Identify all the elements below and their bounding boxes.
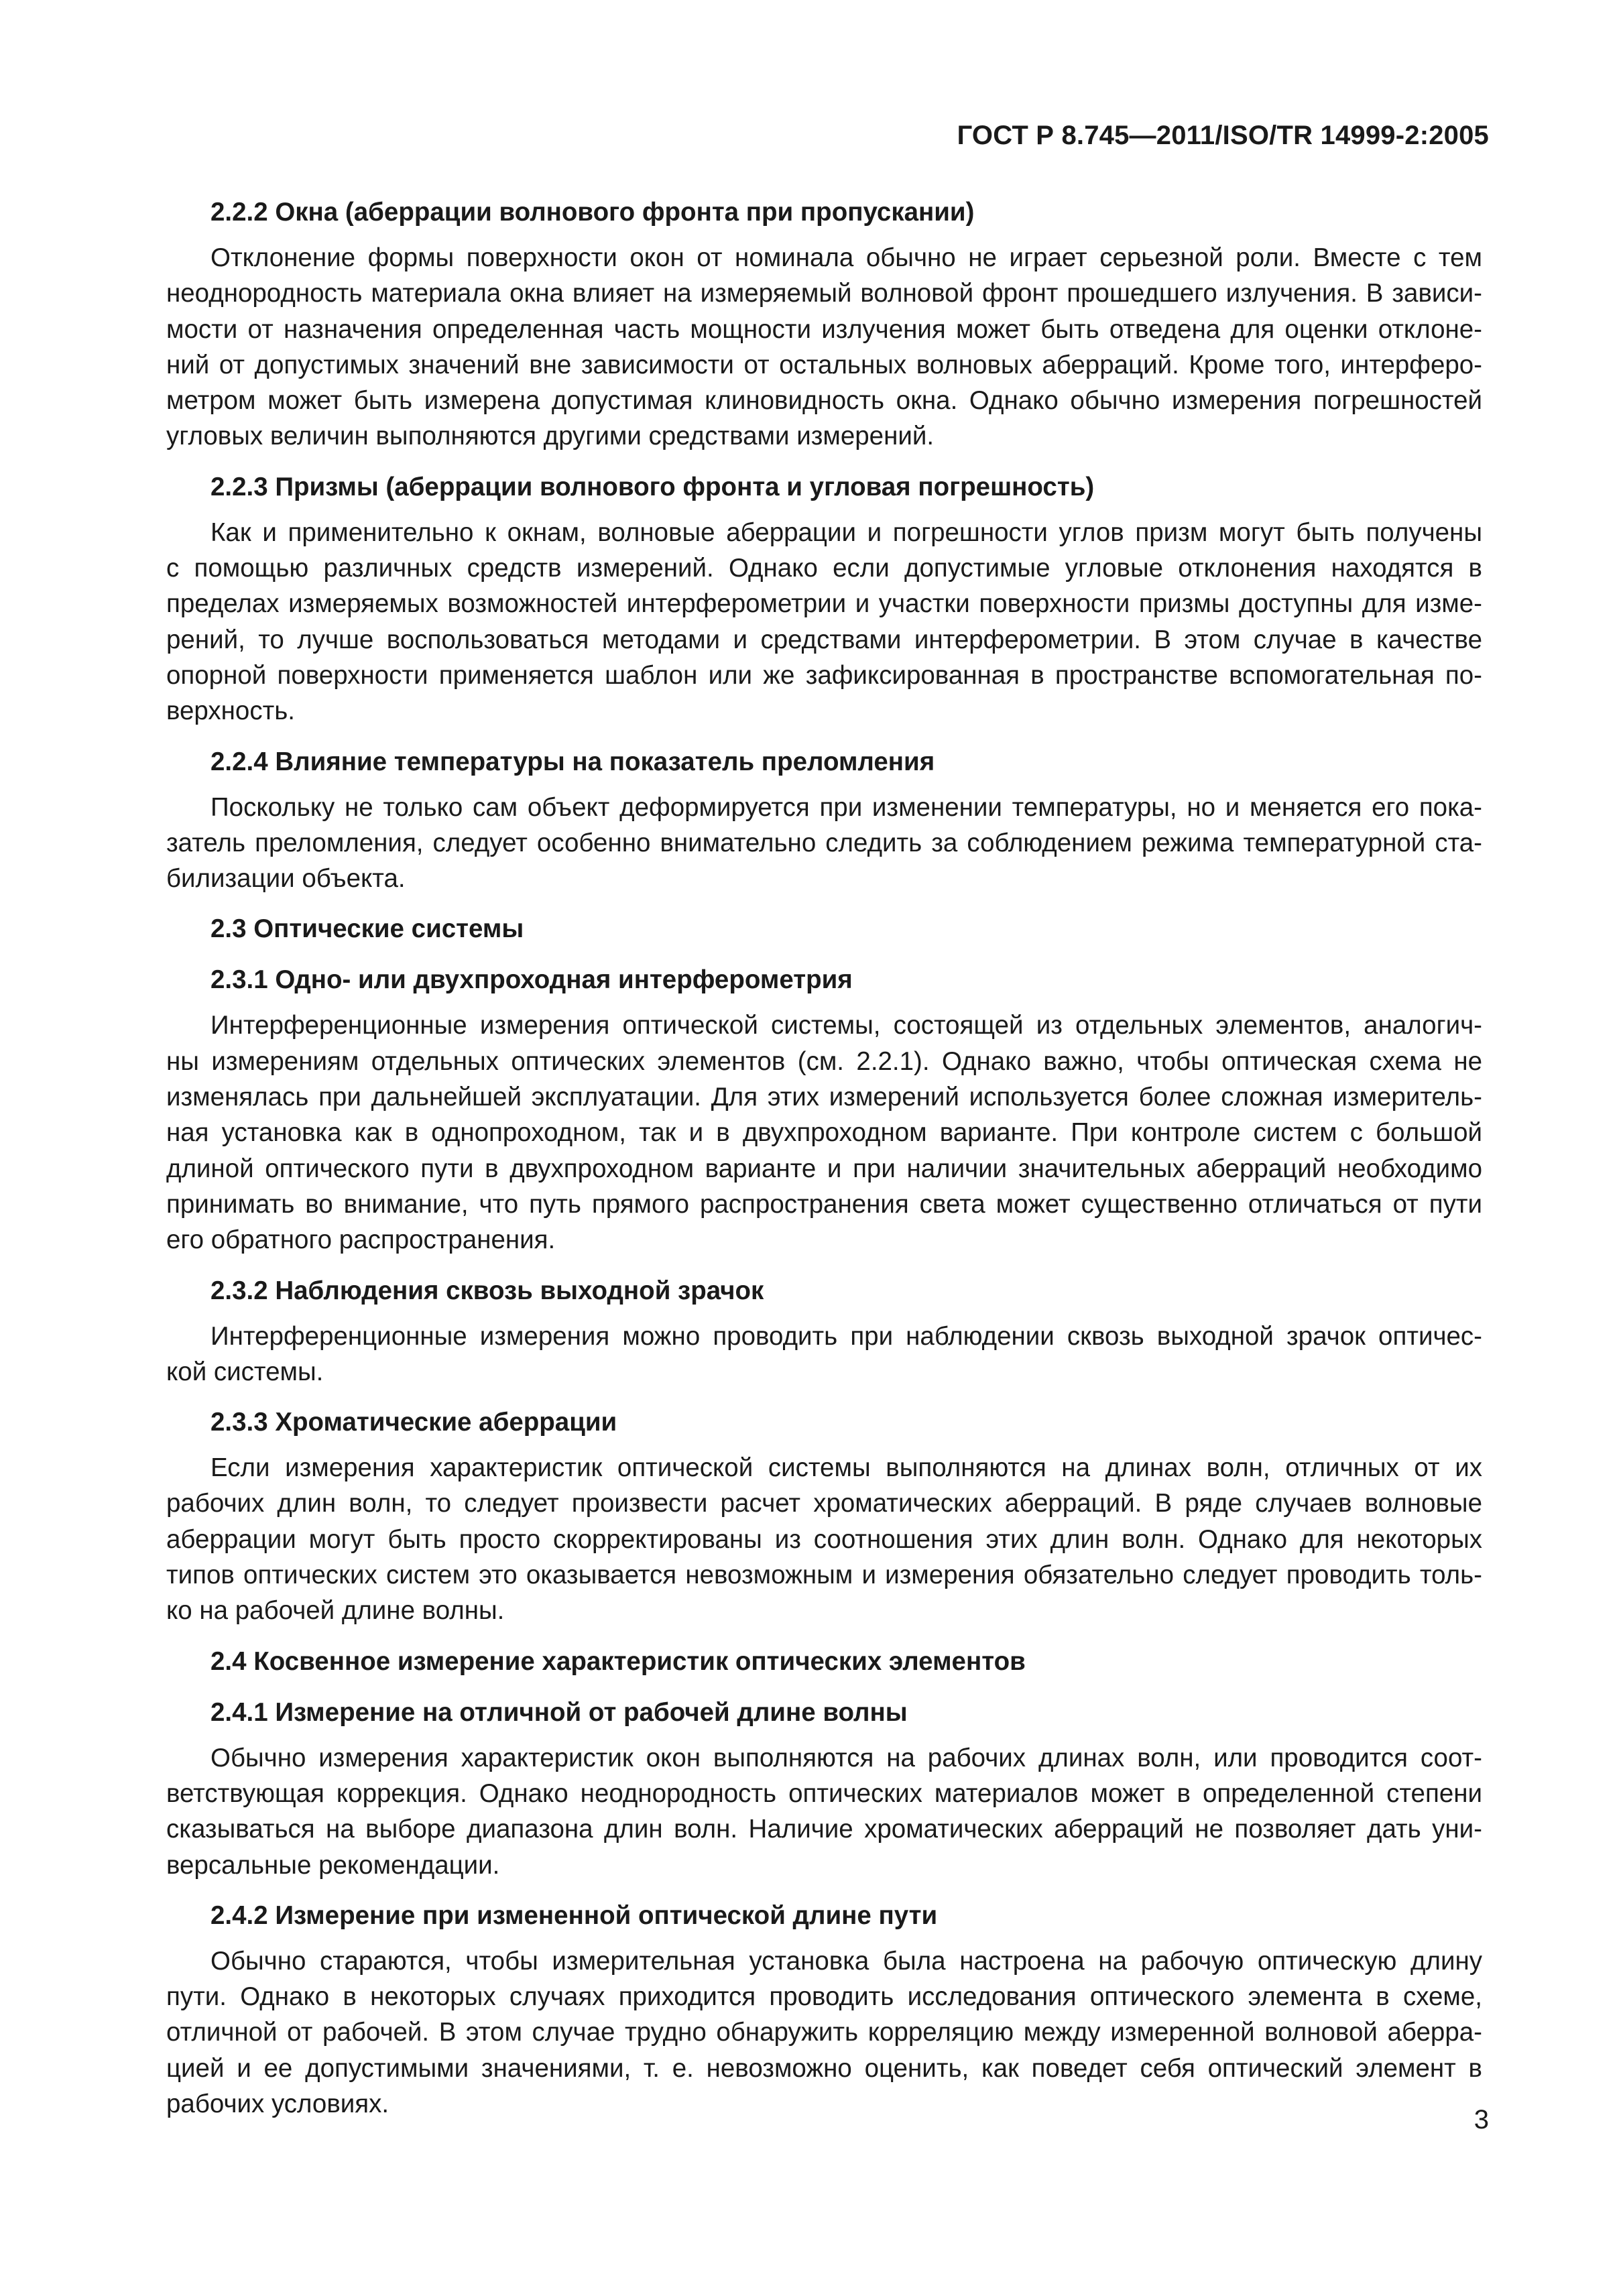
- section-2-4-1: [166, 1695, 1482, 1883]
- paragraph-line: метром может быть измерена допустимая клиновидность окна. Однако обычно измерения погрешностей: [166, 386, 1482, 416]
- paragraph-line: ко на рабочей длине волны.: [166, 1596, 505, 1626]
- paragraph-line: пределах измеряемых возможностей интерферометрии и участки поверхности призмы доступны для изме-: [166, 589, 1482, 619]
- paragraph-line: рений, то лучше воспользоваться методами и средствами интерферометрии. В этом случае в качестве: [166, 625, 1482, 654]
- section-heading: 2.2.4 Влияние температуры на показатель преломления: [211, 747, 935, 776]
- paragraph-line: ная установка как в однопроходном, так и в двухпроходном варианте. При контроле систем с большой: [166, 1118, 1482, 1148]
- section-2-3-2: [166, 1273, 1482, 1390]
- paragraph-line: аберрации могут быть просто скорректированы из соотношения этих длин волн. Однако для некоторых: [166, 1524, 1482, 1554]
- section-paragraph: [166, 790, 1482, 897]
- section-2-2-4: [166, 744, 1482, 897]
- document-header-id: ГОСТ Р 8.745—2011/ISO/TR 14999-2:2005: [957, 121, 1489, 150]
- section-paragraph: [166, 1008, 1482, 1258]
- paragraph-line: кой системы.: [166, 1357, 324, 1386]
- section-heading: 2.3.2 Наблюдения сквозь выходной зрачок: [211, 1276, 764, 1305]
- paragraph-line: Как и применительно к окнам, волновые аберрации и погрешности углов призм могут быть получены: [211, 518, 1482, 547]
- paragraph-line: версальные рекомендации.: [166, 1850, 500, 1880]
- paragraph-line: пути. Однако в некоторых случаях приходится проводить исследования оптического элемента в схеме,: [166, 1982, 1482, 2012]
- section-paragraph: [166, 240, 1482, 455]
- section-heading: 2.2.2 Окна (аберрации волнового фронта при пропускании): [211, 198, 975, 227]
- section-2-3: [166, 911, 1482, 947]
- paragraph-line: изменялась при дальнейшей эксплуатации. Для этих измерений используется более сложная измеритель-: [166, 1083, 1482, 1112]
- section-paragraph: [166, 1450, 1482, 1628]
- section-heading: 2.4 Косвенное измерение характеристик оптических элементов: [211, 1646, 1026, 1676]
- paragraph-line: длиной оптического пути в двухпроходном варианте и при наличии значительных аберраций необходимо: [166, 1154, 1482, 1183]
- paragraph-line: ветствующая коррекция. Однако неоднородность оптических материалов может в определенной степени: [166, 1778, 1482, 1808]
- section-2-3-1: [166, 962, 1482, 1258]
- paragraph-line: неоднородность материала окна влияет на измеряемый волновой фронт прошедшего излучения. В зависи-: [166, 279, 1482, 308]
- paragraph-line: ны измерениям отдельных оптических элементов (см. 2.2.1). Однако важно, чтобы оптическая схема не: [166, 1046, 1482, 1076]
- paragraph-line: Интерференционные измерения оптической системы, состоящей из отдельных элементов, аналогич-: [211, 1011, 1482, 1040]
- page-number: 3: [1474, 2105, 1489, 2134]
- paragraph-line: цией и ее допустимыми значениями, т. е. невозможно оценить, как поведет себя оптический элемент в: [166, 2053, 1482, 2083]
- section-heading: 2.4.1 Измерение на отличной от рабочей длине волны: [211, 1697, 908, 1727]
- paragraph-line: Поскольку не только сам объект деформируется при изменении температуры, но и меняется его пока-: [211, 792, 1482, 822]
- document-body: [166, 194, 1482, 2122]
- section-2-2-3: [166, 469, 1482, 729]
- section-paragraph: [166, 1740, 1482, 1883]
- paragraph-line: опорной поверхности применяется шаблон или же зафиксированная в пространстве вспомогательная по-: [166, 660, 1482, 690]
- section-heading: 2.3 Оптические системы: [211, 914, 524, 944]
- paragraph-line: верхность.: [166, 697, 295, 726]
- section-2-4: [166, 1644, 1482, 1680]
- section-2-4-2: [166, 1898, 1482, 2122]
- section-heading: 2.2.3 Призмы (аберрации волнового фронта и угловая погрешность): [211, 472, 1095, 501]
- paragraph-line: рабочих длин волн, то следует произвести расчет хроматических аберраций. В ряде случаев волновые: [166, 1489, 1482, 1518]
- section-paragraph: [166, 1319, 1482, 1390]
- paragraph-line: ний от допустимых значений вне зависимости от остальных волновых аберраций. Кроме того, интерферо-: [166, 350, 1482, 379]
- paragraph-line: Интерференционные измерения можно проводить при наблюдении сквозь выходной зрачок оптичес-: [211, 1321, 1482, 1351]
- paragraph-line: принимать во внимание, что путь прямого распространения света может существенно отличаться от пути: [166, 1189, 1482, 1219]
- paragraph-line: с помощью различных средств измерений. Однако если допустимые угловые отклонения находятся в: [166, 554, 1482, 583]
- paragraph-line: затель преломления, следует особенно внимательно следить за соблюдением режима температурной ста-: [166, 828, 1482, 857]
- section-heading: 2.4.2 Измерение при измененной оптической длине пути: [211, 1900, 938, 1930]
- paragraph-line: рабочих условиях.: [166, 2089, 389, 2118]
- paragraph-line: Если измерения характеристик оптической системы выполняются на длинах волн, отличных от их: [211, 1453, 1482, 1483]
- paragraph-line: сказываться на выборе диапазона длин волн. Наличие хроматических аберраций не позволяет дать уни-: [166, 1815, 1482, 1844]
- section-paragraph: [166, 515, 1482, 729]
- section-heading: 2.3.1 Одно- или двухпроходная интерферометрия: [211, 965, 853, 995]
- section-2-2-2: [166, 194, 1482, 455]
- paragraph-line: Обычно измерения характеристик окон выполняются на рабочих длинах волн, или проводится соот-: [211, 1743, 1482, 1772]
- paragraph-line: типов оптических систем это оказывается невозможным и измерения обязательно следует проводить толь-: [166, 1561, 1482, 1590]
- section-paragraph: [166, 1943, 1482, 2122]
- paragraph-line: билизации объекта.: [166, 864, 406, 894]
- paragraph-line: Обычно стараются, чтобы измерительная установка была настроена на рабочую оптическую длину: [211, 1946, 1482, 1976]
- section-heading: 2.3.3 Хроматические аберрации: [211, 1408, 617, 1437]
- paragraph-line: Отклонение формы поверхности окон от номинала обычно не играет серьезной роли. Вместе с тем: [211, 243, 1482, 272]
- paragraph-line: мости от назначения определенная часть мощности излучения может быть отведена для оценки отклоне-: [166, 314, 1482, 344]
- section-2-3-3: [166, 1404, 1482, 1628]
- paragraph-line: его обратного распространения.: [166, 1225, 556, 1255]
- paragraph-line: отличной от рабочей. В этом случае трудно обнаружить корреляцию между измеренной волновой аберра-: [166, 2018, 1482, 2047]
- paragraph-line: угловых величин выполняются другими средствами измерений.: [166, 422, 935, 451]
